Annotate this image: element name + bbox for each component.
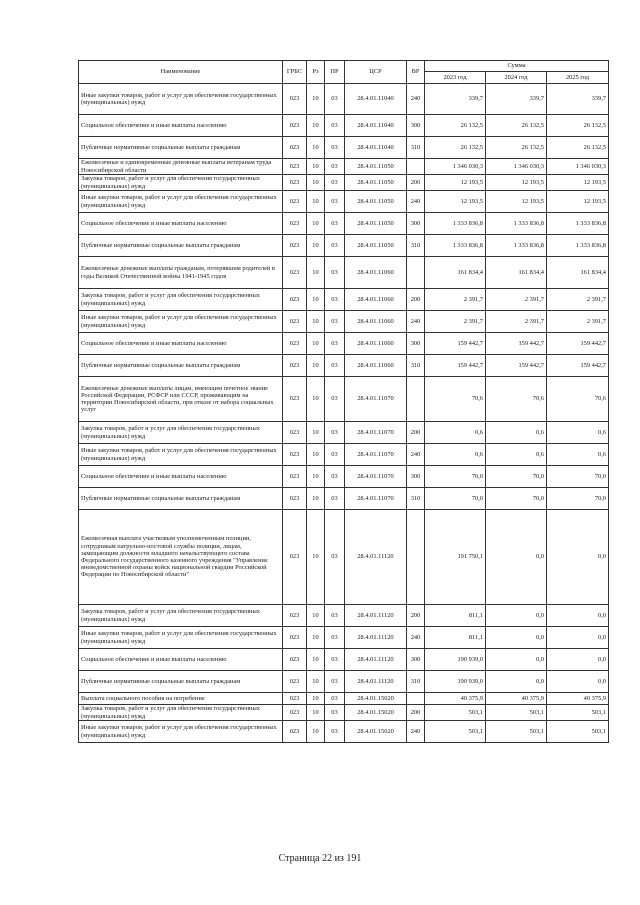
cell-vr: 240 (407, 627, 425, 649)
page-number: Страница 22 из 191 (278, 853, 362, 864)
cell-rz: 10 (307, 605, 325, 627)
cell-csr: 28.4.01.11070 (345, 466, 407, 488)
cell-v3: 503,1 (547, 721, 609, 743)
header-csr: ЦСР (345, 61, 407, 84)
cell-name: Публичные нормативные социальные выплаты гражданам (79, 137, 283, 159)
cell-v3: 0,0 (547, 627, 609, 649)
table-row (79, 257, 609, 289)
cell-pr: 03 (325, 422, 345, 444)
cell-csr: 28.4.01.11050 (345, 175, 407, 191)
cell-rz: 10 (307, 627, 325, 649)
cell-v1: 1 333 836,8 (425, 213, 486, 235)
cell-pr: 03 (325, 333, 345, 355)
cell-grbs: 023 (283, 488, 307, 510)
cell-grbs: 023 (283, 721, 307, 743)
cell-v1: 0,6 (425, 422, 486, 444)
cell-v2: 159 442,7 (486, 355, 547, 377)
cell-v2: 1 333 836,8 (486, 213, 547, 235)
cell-v3: 0,0 (547, 671, 609, 693)
cell-vr: 310 (407, 488, 425, 510)
cell-v2: 0,0 (486, 627, 547, 649)
table-row (79, 159, 609, 175)
cell-vr: 240 (407, 721, 425, 743)
cell-v2: 503,1 (486, 721, 547, 743)
table-row (79, 693, 609, 705)
cell-pr: 03 (325, 175, 345, 191)
cell-rz: 10 (307, 466, 325, 488)
table-row (79, 355, 609, 377)
cell-vr: 310 (407, 355, 425, 377)
cell-name: Социальное обеспечение и иные выплаты населению (79, 466, 283, 488)
cell-vr: 240 (407, 311, 425, 333)
table-row (79, 289, 609, 311)
cell-grbs: 023 (283, 671, 307, 693)
cell-pr: 03 (325, 355, 345, 377)
cell-v3: 70,0 (547, 488, 609, 510)
cell-v2: 40 375,9 (486, 693, 547, 705)
cell-name: Социальное обеспечение и иные выплаты населению (79, 213, 283, 235)
cell-grbs: 023 (283, 175, 307, 191)
cell-vr: 310 (407, 671, 425, 693)
cell-v3: 159 442,7 (547, 355, 609, 377)
cell-grbs: 023 (283, 159, 307, 175)
cell-vr: 300 (407, 466, 425, 488)
cell-v1: 26 132,5 (425, 115, 486, 137)
cell-name: Иные закупки товаров, работ и услуг для обеспечения государственных (муниципальных) нужд (79, 191, 283, 213)
cell-v3: 12 193,5 (547, 191, 609, 213)
cell-csr: 28.4.01.11040 (345, 137, 407, 159)
cell-vr (407, 510, 425, 605)
table-row (79, 115, 609, 137)
cell-v3: 1 333 836,8 (547, 235, 609, 257)
cell-pr: 03 (325, 693, 345, 705)
cell-v3: 1 346 030,3 (547, 159, 609, 175)
cell-v3: 26 132,5 (547, 115, 609, 137)
cell-name: Публичные нормативные социальные выплаты гражданам (79, 671, 283, 693)
cell-csr: 28.4.01.15020 (345, 721, 407, 743)
cell-name: Ежемесячная выплата участковым уполномоченным полиции, сотрудникам патрульно-постовой службы полиции, лицам, замещающим должности младшего начальствующего состава Федерального государственного казенного учреждения "Управление вневедомственной охраны войск национальной гвардии Российской Федерации по Новосибирской области" (79, 510, 283, 605)
cell-vr: 300 (407, 333, 425, 355)
cell-pr: 03 (325, 721, 345, 743)
cell-v1: 339,7 (425, 84, 486, 115)
cell-rz: 10 (307, 333, 325, 355)
cell-rz: 10 (307, 705, 325, 721)
cell-rz: 10 (307, 671, 325, 693)
cell-rz: 10 (307, 115, 325, 137)
cell-v3: 40 375,9 (547, 693, 609, 705)
cell-csr: 28.4.01.11120 (345, 671, 407, 693)
table-row (79, 605, 609, 627)
cell-v1: 503,1 (425, 705, 486, 721)
table-row (79, 444, 609, 466)
cell-vr (407, 693, 425, 705)
cell-csr: 28.4.01.11050 (345, 159, 407, 175)
cell-name: Иные закупки товаров, работ и услуг для обеспечения государственных (муниципальных) нужд (79, 627, 283, 649)
cell-grbs: 023 (283, 333, 307, 355)
cell-v1: 40 375,9 (425, 693, 486, 705)
cell-csr: 28.4.01.11120 (345, 627, 407, 649)
cell-name: Социальное обеспечение и иные выплаты населению (79, 649, 283, 671)
cell-v1: 811,1 (425, 627, 486, 649)
cell-v3: 70,0 (547, 466, 609, 488)
cell-name: Закупка товаров, работ и услуг для обеспечения государственных (муниципальных) нужд (79, 705, 283, 721)
cell-name: Иные закупки товаров, работ и услуг для обеспечения государственных (муниципальных) нужд (79, 84, 283, 115)
cell-v3: 0,0 (547, 649, 609, 671)
cell-rz: 10 (307, 213, 325, 235)
header-grbs: ГРБС (283, 61, 307, 84)
cell-pr: 03 (325, 213, 345, 235)
cell-grbs: 023 (283, 191, 307, 213)
cell-name: Публичные нормативные социальные выплаты гражданам (79, 235, 283, 257)
cell-pr: 03 (325, 191, 345, 213)
cell-vr (407, 377, 425, 422)
cell-v3: 0,6 (547, 444, 609, 466)
cell-csr: 28.4.01.11070 (345, 422, 407, 444)
cell-name: Иные закупки товаров, работ и услуг для обеспечения государственных (муниципальных) нужд (79, 444, 283, 466)
cell-v3: 26 132,5 (547, 137, 609, 159)
table-row (79, 627, 609, 649)
cell-pr: 03 (325, 705, 345, 721)
cell-name: Закупка товаров, работ и услуг для обеспечения государственных (муниципальных) нужд (79, 422, 283, 444)
header-year-2025: 2025 год (547, 72, 609, 84)
cell-grbs: 023 (283, 137, 307, 159)
cell-pr: 03 (325, 235, 345, 257)
cell-v3: 503,1 (547, 705, 609, 721)
cell-rz: 10 (307, 137, 325, 159)
cell-pr: 03 (325, 159, 345, 175)
cell-rz: 10 (307, 649, 325, 671)
cell-v3: 2 391,7 (547, 289, 609, 311)
header-name: Наименование (79, 61, 283, 84)
cell-name: Закупка товаров, работ и услуг для обеспечения государственных (муниципальных) нужд (79, 175, 283, 191)
table-row (79, 213, 609, 235)
table-row (79, 510, 609, 605)
header-year-2024: 2024 год (486, 72, 547, 84)
cell-csr: 28.4.01.11040 (345, 115, 407, 137)
cell-grbs: 023 (283, 289, 307, 311)
cell-v1: 12 193,5 (425, 175, 486, 191)
cell-name: Ежемесячные денежные выплаты гражданам, потерявшим родителей в годы Великой Отечественной войны 1941-1945 годов (79, 257, 283, 289)
cell-v3: 0,0 (547, 605, 609, 627)
cell-pr: 03 (325, 488, 345, 510)
cell-vr: 240 (407, 84, 425, 115)
table-body (79, 84, 609, 743)
cell-grbs: 023 (283, 84, 307, 115)
table-row (79, 235, 609, 257)
cell-v2: 0,0 (486, 671, 547, 693)
cell-csr: 28.4.01.15020 (345, 705, 407, 721)
budget-table (78, 60, 609, 743)
cell-name: Социальное обеспечение и иные выплаты населению (79, 333, 283, 355)
table-row (79, 84, 609, 115)
cell-grbs: 023 (283, 355, 307, 377)
cell-rz: 10 (307, 311, 325, 333)
cell-v2: 0,0 (486, 510, 547, 605)
cell-v3: 0,6 (547, 422, 609, 444)
cell-pr: 03 (325, 671, 345, 693)
cell-csr: 28.4.01.11050 (345, 191, 407, 213)
cell-vr: 200 (407, 289, 425, 311)
cell-rz: 10 (307, 257, 325, 289)
cell-v3: 1 333 836,8 (547, 213, 609, 235)
cell-pr: 03 (325, 84, 345, 115)
budget-table-sheet (78, 60, 608, 743)
table-row (79, 721, 609, 743)
cell-v2: 70,0 (486, 488, 547, 510)
cell-v2: 2 391,7 (486, 289, 547, 311)
cell-csr: 28.4.01.11050 (345, 213, 407, 235)
cell-grbs: 023 (283, 627, 307, 649)
cell-rz: 10 (307, 289, 325, 311)
cell-name: Публичные нормативные социальные выплаты гражданам (79, 355, 283, 377)
cell-csr: 28.4.01.11120 (345, 605, 407, 627)
cell-v2: 12 193,5 (486, 175, 547, 191)
cell-grbs: 023 (283, 115, 307, 137)
cell-vr: 200 (407, 175, 425, 191)
cell-name: Ежемесячные денежные выплаты лицам, имеющим почетное звание Российской Федерации, РСФСР или СССР, проживающим на территории Новосибирской области, при отказе от набора социальных услуг (79, 377, 283, 422)
cell-v1: 503,1 (425, 721, 486, 743)
cell-v1: 811,1 (425, 605, 486, 627)
table-row (79, 488, 609, 510)
cell-vr: 310 (407, 137, 425, 159)
cell-v1: 1 346 030,3 (425, 159, 486, 175)
cell-rz: 10 (307, 191, 325, 213)
cell-name: Иные закупки товаров, работ и услуг для обеспечения государственных (муниципальных) нужд (79, 721, 283, 743)
cell-rz: 10 (307, 175, 325, 191)
cell-v3: 70,6 (547, 377, 609, 422)
table-row (79, 311, 609, 333)
cell-v2: 2 391,7 (486, 311, 547, 333)
cell-v1: 159 442,7 (425, 333, 486, 355)
cell-csr: 28.4.01.11070 (345, 488, 407, 510)
table-row (79, 137, 609, 159)
cell-grbs: 023 (283, 422, 307, 444)
cell-v3: 0,0 (547, 510, 609, 605)
cell-rz: 10 (307, 235, 325, 257)
cell-v2: 26 132,5 (486, 115, 547, 137)
cell-v1: 70,0 (425, 466, 486, 488)
cell-csr: 28.4.01.11060 (345, 333, 407, 355)
cell-grbs: 023 (283, 466, 307, 488)
cell-rz: 10 (307, 444, 325, 466)
cell-v2: 1 346 030,3 (486, 159, 547, 175)
cell-pr: 03 (325, 289, 345, 311)
cell-csr: 28.4.01.11070 (345, 377, 407, 422)
cell-csr: 28.4.01.11060 (345, 311, 407, 333)
cell-v1: 12 193,5 (425, 191, 486, 213)
cell-csr: 28.4.01.11070 (345, 444, 407, 466)
cell-v1: 161 834,4 (425, 257, 486, 289)
cell-vr (407, 159, 425, 175)
cell-v2: 1 333 836,8 (486, 235, 547, 257)
cell-csr: 28.4.01.11060 (345, 257, 407, 289)
cell-v2: 12 193,5 (486, 191, 547, 213)
cell-v2: 70,6 (486, 377, 547, 422)
cell-vr (407, 257, 425, 289)
header-pr: ПР (325, 61, 345, 84)
cell-grbs: 023 (283, 693, 307, 705)
cell-grbs: 023 (283, 377, 307, 422)
cell-v1: 0,6 (425, 444, 486, 466)
cell-v2: 161 834,4 (486, 257, 547, 289)
cell-grbs: 023 (283, 605, 307, 627)
cell-v1: 190 939,0 (425, 649, 486, 671)
cell-csr: 28.4.01.11060 (345, 289, 407, 311)
header-sum: Сумма (425, 61, 609, 72)
cell-pr: 03 (325, 466, 345, 488)
cell-v3: 2 391,7 (547, 311, 609, 333)
cell-vr: 310 (407, 235, 425, 257)
cell-grbs: 023 (283, 257, 307, 289)
cell-pr: 03 (325, 311, 345, 333)
cell-pr: 03 (325, 377, 345, 422)
cell-rz: 10 (307, 422, 325, 444)
cell-grbs: 023 (283, 444, 307, 466)
cell-csr: 28.4.01.11040 (345, 84, 407, 115)
cell-csr: 28.4.01.11050 (345, 235, 407, 257)
cell-csr: 28.4.01.11120 (345, 649, 407, 671)
table-row (79, 466, 609, 488)
cell-vr: 200 (407, 422, 425, 444)
cell-v2: 339,7 (486, 84, 547, 115)
cell-v1: 159 442,7 (425, 355, 486, 377)
cell-v1: 190 939,0 (425, 671, 486, 693)
table-row (79, 649, 609, 671)
cell-pr: 03 (325, 444, 345, 466)
cell-v2: 26 132,5 (486, 137, 547, 159)
cell-name: Закупка товаров, работ и услуг для обеспечения государственных (муниципальных) нужд (79, 289, 283, 311)
header-vr: ВР (407, 61, 425, 84)
header-rz: Рз (307, 61, 325, 84)
cell-name: Закупка товаров, работ и услуг для обеспечения государственных (муниципальных) нужд (79, 605, 283, 627)
cell-csr: 28.4.01.11120 (345, 510, 407, 605)
table-row (79, 191, 609, 213)
cell-vr: 300 (407, 213, 425, 235)
table-row (79, 333, 609, 355)
cell-v1: 1 333 836,8 (425, 235, 486, 257)
cell-v3: 159 442,7 (547, 333, 609, 355)
cell-pr: 03 (325, 605, 345, 627)
cell-rz: 10 (307, 510, 325, 605)
cell-v2: 0,6 (486, 422, 547, 444)
cell-grbs: 023 (283, 213, 307, 235)
cell-v3: 339,7 (547, 84, 609, 115)
cell-rz: 10 (307, 488, 325, 510)
table-row (79, 705, 609, 721)
cell-v1: 191 750,1 (425, 510, 486, 605)
cell-vr: 200 (407, 705, 425, 721)
cell-v1: 2 391,7 (425, 289, 486, 311)
cell-rz: 10 (307, 84, 325, 115)
cell-grbs: 023 (283, 235, 307, 257)
cell-grbs: 023 (283, 311, 307, 333)
cell-vr: 240 (407, 444, 425, 466)
header-year-2023: 2023 год (425, 72, 486, 84)
cell-pr: 03 (325, 257, 345, 289)
cell-csr: 28.4.01.11060 (345, 355, 407, 377)
cell-vr: 200 (407, 605, 425, 627)
cell-v2: 0,0 (486, 649, 547, 671)
cell-pr: 03 (325, 115, 345, 137)
cell-csr: 28.4.01.15020 (345, 693, 407, 705)
cell-v1: 26 132,5 (425, 137, 486, 159)
cell-pr: 03 (325, 627, 345, 649)
cell-v2: 159 442,7 (486, 333, 547, 355)
cell-v2: 70,0 (486, 466, 547, 488)
cell-v1: 70,6 (425, 377, 486, 422)
cell-v1: 2 391,7 (425, 311, 486, 333)
cell-rz: 10 (307, 721, 325, 743)
cell-v2: 503,1 (486, 705, 547, 721)
cell-v1: 70,0 (425, 488, 486, 510)
cell-v3: 161 834,4 (547, 257, 609, 289)
cell-vr: 300 (407, 649, 425, 671)
cell-grbs: 023 (283, 649, 307, 671)
table-row (79, 175, 609, 191)
table-row (79, 422, 609, 444)
cell-grbs: 023 (283, 510, 307, 605)
cell-pr: 03 (325, 137, 345, 159)
cell-name: Социальное обеспечение и иные выплаты населению (79, 115, 283, 137)
cell-vr: 240 (407, 191, 425, 213)
cell-grbs: 023 (283, 705, 307, 721)
cell-rz: 10 (307, 355, 325, 377)
cell-pr: 03 (325, 649, 345, 671)
cell-name: Выплата социального пособия на погребение (79, 693, 283, 705)
cell-v2: 0,6 (486, 444, 547, 466)
cell-name: Публичные нормативные социальные выплаты гражданам (79, 488, 283, 510)
cell-rz: 10 (307, 693, 325, 705)
cell-name: Ежемесячные и единовременные денежные выплаты ветеранам труда Новосибирской области (79, 159, 283, 175)
cell-pr: 03 (325, 510, 345, 605)
table-row (79, 377, 609, 422)
cell-rz: 10 (307, 159, 325, 175)
cell-v3: 12 193,5 (547, 175, 609, 191)
cell-name: Иные закупки товаров, работ и услуг для обеспечения государственных (муниципальных) нужд (79, 311, 283, 333)
cell-vr: 300 (407, 115, 425, 137)
table-row (79, 671, 609, 693)
cell-rz: 10 (307, 377, 325, 422)
cell-v2: 0,0 (486, 605, 547, 627)
